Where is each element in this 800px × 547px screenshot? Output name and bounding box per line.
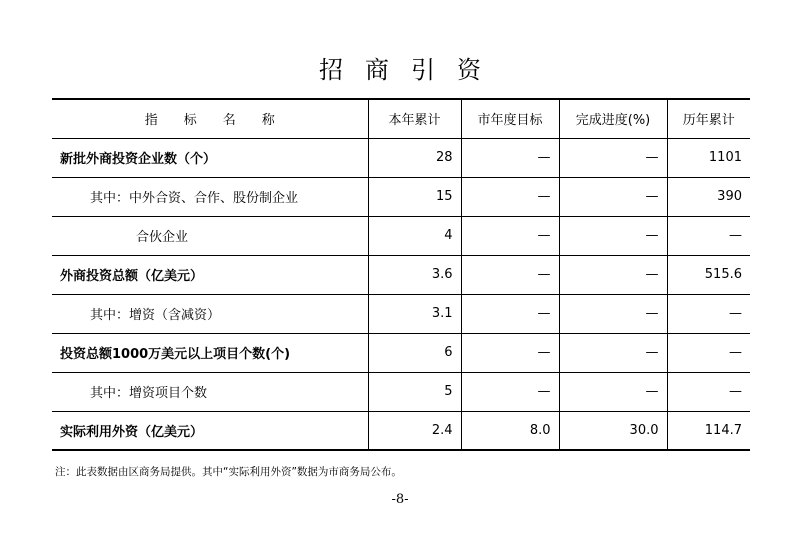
table-row (52, 255, 750, 294)
table-row (52, 177, 750, 216)
row-value: — (667, 372, 750, 411)
row-label: 其中：中外合资、合作、股份制企业 (90, 191, 299, 206)
row-value: — (559, 255, 667, 294)
row-value: — (667, 294, 750, 333)
row-label: 外商投资总额（亿美元） (60, 269, 204, 284)
table-row (52, 411, 750, 450)
row-value: 4 (368, 216, 461, 255)
page-number: -8- (391, 492, 409, 507)
table-row (52, 138, 750, 177)
row-value: — (559, 294, 667, 333)
row-value: — (461, 138, 559, 177)
row-value: — (667, 216, 750, 255)
table-header-row (52, 99, 750, 138)
row-value: — (559, 372, 667, 411)
row-value: — (461, 216, 559, 255)
column-header-year-total: 本年累计 (368, 99, 461, 138)
row-value: 30.0 (559, 411, 667, 450)
row-value: 515.6 (667, 255, 750, 294)
row-label: 合伙企业 (136, 230, 189, 245)
row-value: — (461, 333, 559, 372)
row-value: 8.0 (461, 411, 559, 450)
row-value: — (461, 255, 559, 294)
row-value: — (559, 177, 667, 216)
row-value: 1101 (667, 138, 750, 177)
row-value: 114.7 (667, 411, 750, 450)
table-row (52, 294, 750, 333)
column-header-progress: 完成进度(%) (559, 99, 667, 138)
row-label: 其中：增资项目个数 (90, 386, 208, 401)
row-value: 28 (368, 138, 461, 177)
row-label: 其中：增资（含减资） (90, 308, 221, 323)
row-value: — (461, 294, 559, 333)
row-label: 投资总额1000万美元以上项目个数(个) (60, 347, 291, 362)
row-value: 390 (667, 177, 750, 216)
column-header-city-target: 市年度目标 (461, 99, 559, 138)
table-row (52, 333, 750, 372)
row-value: — (461, 372, 559, 411)
row-value: — (667, 333, 750, 372)
column-header-cumulative: 历年累计 (667, 99, 750, 138)
row-value: 6 (368, 333, 461, 372)
column-header-indicator: 指标名称 (144, 113, 301, 129)
row-value: 5 (368, 372, 461, 411)
row-value: — (461, 177, 559, 216)
investment-table (52, 98, 750, 451)
row-label: 实际利用外资（亿美元） (60, 424, 204, 440)
row-value: — (559, 216, 667, 255)
row-value: — (559, 333, 667, 372)
page-title: 招商引资 (319, 56, 503, 84)
row-value: 2.4 (368, 411, 461, 450)
row-value: 3.1 (368, 294, 461, 333)
row-value: — (559, 138, 667, 177)
row-label: 新批外商投资企业数（个） (60, 152, 217, 167)
table-row (52, 372, 750, 411)
row-value: 3.6 (368, 255, 461, 294)
row-value: 15 (368, 177, 461, 216)
table-footnote: 注：此表数据由区商务局提供。其中“实际利用外资”数据为市商务局公布。 (55, 466, 402, 478)
table-row (52, 216, 750, 255)
